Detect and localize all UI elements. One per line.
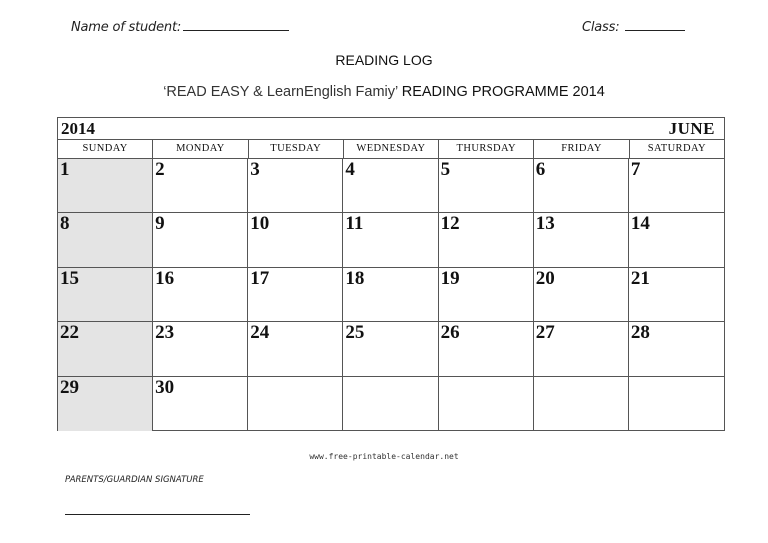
day-cell[interactable] bbox=[343, 377, 438, 431]
day-cell[interactable] bbox=[439, 268, 534, 322]
signature-label: PARENTS/GUARDIAN SIGNATURE bbox=[65, 475, 204, 485]
day-cell[interactable] bbox=[58, 213, 153, 267]
day-number: 16 bbox=[155, 267, 175, 289]
day-cell[interactable] bbox=[629, 377, 724, 431]
day-cell[interactable] bbox=[153, 268, 248, 322]
day-number: 20 bbox=[535, 267, 555, 289]
subtitle-program-year: READING PROGRAMME 2014 bbox=[401, 84, 605, 100]
student-name-blank[interactable] bbox=[183, 19, 289, 31]
calendar-month: JUNE bbox=[668, 119, 715, 138]
calendar-grid bbox=[58, 159, 724, 431]
day-number: 7 bbox=[630, 159, 641, 180]
day-cell[interactable] bbox=[439, 213, 534, 267]
day-number: 14 bbox=[630, 213, 650, 235]
day-number: 27 bbox=[535, 322, 555, 344]
day-cell[interactable] bbox=[439, 159, 534, 213]
day-cell[interactable] bbox=[629, 213, 724, 267]
class-label: Class: bbox=[582, 20, 620, 35]
day-number: 5 bbox=[440, 159, 451, 180]
day-cell[interactable] bbox=[629, 322, 724, 376]
day-cell[interactable] bbox=[343, 268, 438, 322]
day-cell[interactable] bbox=[153, 322, 248, 376]
day-number: 17 bbox=[250, 267, 270, 289]
subtitle-program-name: ‘READ EASY & LearnEnglish Famiy’ bbox=[163, 84, 402, 100]
weekday-tuesday: TUESDAY bbox=[249, 140, 344, 158]
weekday-monday: MONDAY bbox=[153, 140, 248, 158]
class-field[interactable] bbox=[582, 19, 685, 35]
day-cell[interactable] bbox=[534, 322, 629, 376]
day-cell[interactable] bbox=[629, 268, 724, 322]
weekday-sunday: SUNDAY bbox=[58, 140, 153, 158]
day-cell[interactable] bbox=[343, 213, 438, 267]
day-cell[interactable] bbox=[248, 268, 343, 322]
day-cell[interactable] bbox=[534, 159, 629, 213]
day-cell[interactable] bbox=[534, 268, 629, 322]
day-cell[interactable] bbox=[153, 377, 248, 431]
student-name-label: Name of student: bbox=[71, 20, 182, 35]
day-number: 10 bbox=[250, 213, 270, 235]
day-number: 11 bbox=[345, 213, 364, 235]
day-number: 30 bbox=[155, 376, 175, 398]
day-number: 12 bbox=[440, 213, 460, 235]
day-cell[interactable] bbox=[343, 322, 438, 376]
day-number: 24 bbox=[250, 322, 270, 344]
day-cell[interactable] bbox=[534, 377, 629, 431]
day-number: 2 bbox=[155, 159, 165, 180]
weekday-saturday: SATURDAY bbox=[647, 143, 706, 154]
source-credit: www.free-printable-calendar.net bbox=[309, 452, 459, 461]
day-cell[interactable] bbox=[153, 213, 248, 267]
day-number: 19 bbox=[440, 267, 460, 289]
day-cell[interactable] bbox=[58, 322, 153, 376]
day-number: 22 bbox=[60, 322, 79, 344]
calendar bbox=[57, 117, 725, 431]
day-number: 26 bbox=[440, 322, 460, 344]
day-cell[interactable] bbox=[534, 213, 629, 267]
page-subtitle bbox=[0, 84, 768, 100]
day-cell[interactable] bbox=[248, 377, 343, 431]
day-number: 15 bbox=[60, 267, 79, 289]
class-blank[interactable] bbox=[625, 19, 685, 31]
day-cell[interactable] bbox=[153, 159, 248, 213]
weekday-thursday: THURSDAY bbox=[439, 140, 534, 158]
day-number: 8 bbox=[60, 213, 70, 235]
day-cell[interactable] bbox=[629, 159, 724, 213]
day-cell[interactable] bbox=[248, 159, 343, 213]
day-number: 3 bbox=[250, 159, 260, 180]
weekday-wednesday: WEDNESDAY bbox=[344, 140, 439, 158]
day-cell[interactable] bbox=[248, 322, 343, 376]
day-cell[interactable] bbox=[58, 159, 153, 213]
day-cell[interactable] bbox=[248, 213, 343, 267]
day-number: 25 bbox=[345, 322, 365, 344]
weekday-header-row bbox=[58, 140, 724, 159]
day-cell[interactable] bbox=[343, 159, 438, 213]
day-number: 13 bbox=[535, 213, 555, 235]
day-number: 21 bbox=[630, 267, 650, 289]
day-cell[interactable] bbox=[58, 377, 153, 431]
weekday-friday: FRIDAY bbox=[534, 140, 629, 158]
day-cell[interactable] bbox=[439, 322, 534, 376]
page-title: READING LOG bbox=[335, 52, 433, 68]
day-cell[interactable] bbox=[58, 268, 153, 322]
day-number: 4 bbox=[345, 159, 355, 180]
calendar-header bbox=[58, 118, 724, 140]
day-number: 29 bbox=[60, 376, 79, 398]
day-number: 9 bbox=[155, 213, 165, 235]
day-cell[interactable] bbox=[439, 377, 534, 431]
day-number: 23 bbox=[155, 322, 175, 344]
day-number: 28 bbox=[630, 322, 650, 344]
calendar-year: 2014 bbox=[61, 119, 95, 138]
day-number: 6 bbox=[535, 159, 546, 180]
day-number: 18 bbox=[345, 267, 365, 289]
day-number: 1 bbox=[60, 159, 70, 180]
signature-line[interactable] bbox=[65, 514, 250, 515]
student-name-field[interactable] bbox=[71, 19, 289, 35]
